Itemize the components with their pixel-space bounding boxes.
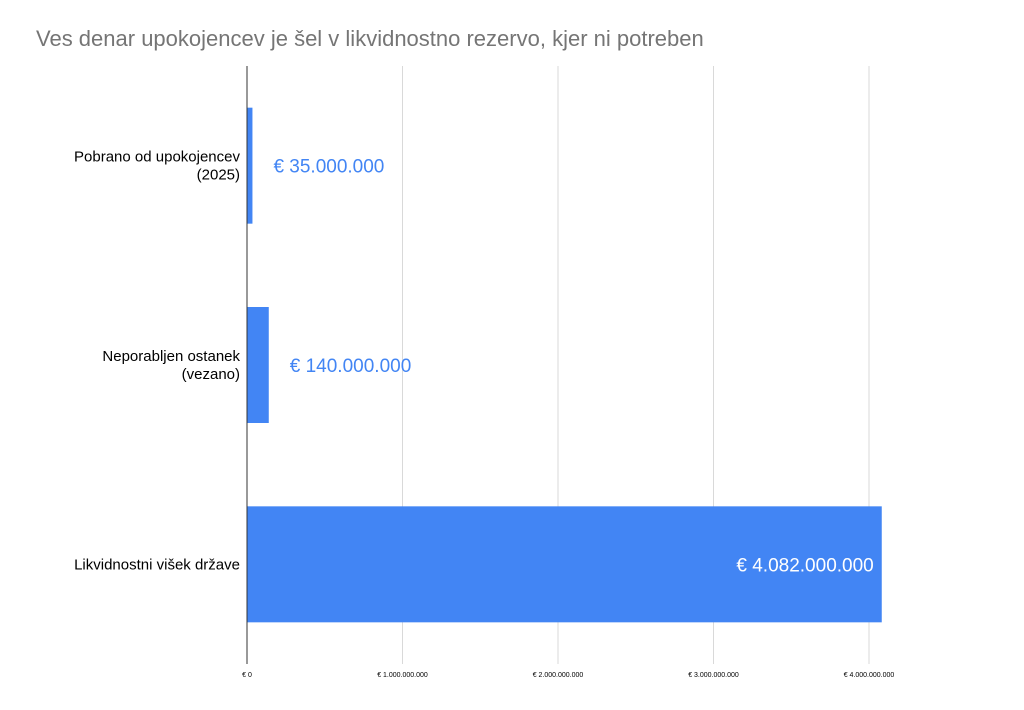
bar (247, 108, 252, 224)
bar (247, 307, 269, 423)
x-tick-label: € 1.000.000.000 (377, 672, 428, 679)
category-label: (vezano) (181, 366, 240, 383)
data-label: € 4.082.000.000 (736, 555, 874, 577)
data-label: € 140.000.000 (289, 356, 412, 377)
x-tick-label: € 2.000.000.000 (532, 672, 584, 679)
x-tick-label: € 3.000.000.000 (688, 672, 739, 679)
category-label: Neporabljen ostanek (102, 348, 240, 365)
x-tick-label: € 4.000.000.000 (843, 672, 895, 679)
chart-title: Ves denar upokojencev je šel v likvidnostno rezervo, kjer ni potreben (36, 26, 704, 51)
data-label: € 35.000.000 (273, 156, 385, 178)
category-label: (2025) (196, 166, 240, 184)
category-label: Pobrano od upokojencev (74, 148, 240, 166)
x-tick-label: € 0 (242, 672, 252, 679)
category-label: Likvidnostni višek države (74, 556, 240, 574)
